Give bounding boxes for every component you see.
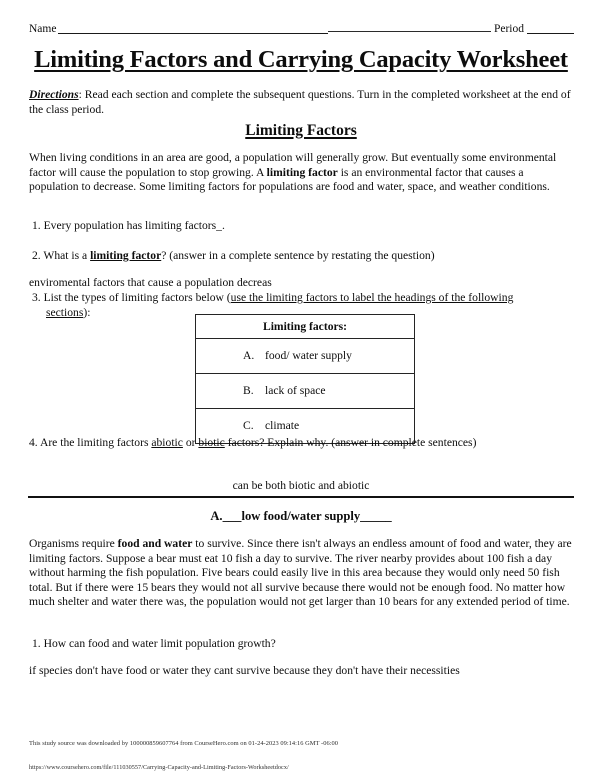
intro-paragraph <box>29 151 575 195</box>
directions-paragraph <box>29 88 575 117</box>
section-a-paragraph <box>29 537 577 610</box>
page-title: Limiting Factors and Carrying Capacity Worksheet <box>34 46 568 73</box>
question-2-bold-term: limiting factor <box>90 249 162 262</box>
question-3-prefix: 3. List the types of limiting factors below ( <box>32 291 231 304</box>
intro-text-part2: is an environmental factor that causes a population to decrease. Some limiting factors for populations are food and water, space, and weather conditions. <box>29 165 550 194</box>
table-row <box>196 339 415 374</box>
question-3-underlined: use the limiting factors to label the headings of the following sections <box>46 291 514 319</box>
name-label: Name <box>29 23 57 35</box>
download-attribution: This study source was downloaded by 100000859607764 from CourseHero.com on 01-24-2023 09:14:16 GMT -06:00 <box>29 740 339 747</box>
question-4-conjunction: or <box>182 436 199 449</box>
source-url[interactable]: https://www.coursehero.com/file/111030557/Carrying-Capacity-and-Limiting-Factors-Worksheetdocx/ <box>29 764 289 771</box>
intro-bold-term: limiting factor <box>266 165 338 179</box>
name-blank-line-extension[interactable] <box>328 31 491 32</box>
directions-text: : Read each section and complete the subsequent questions. Turn in the completed worksheet at the end of the class period. <box>29 88 571 116</box>
name-period-row <box>29 18 574 36</box>
question-4-suffix: factors? Explain why. (answer in complete sentences) <box>224 436 477 449</box>
question-4-prefix: 4. Are the limiting factors <box>29 436 152 449</box>
name-blank-line[interactable] <box>58 33 328 34</box>
table-row-value-b[interactable]: lack of space <box>265 384 326 397</box>
table-cell-b[interactable] <box>196 374 415 409</box>
table-row <box>196 374 415 409</box>
directions-label: Directions <box>29 88 79 101</box>
section-divider <box>28 496 574 498</box>
question-1: 1. Every population has limiting factors_. <box>32 219 225 232</box>
table-cell-a[interactable] <box>196 339 415 374</box>
question-3-suffix: ): <box>83 305 91 319</box>
section-heading-limiting-factors: Limiting Factors <box>245 122 357 139</box>
section-a-bold-term: food and water <box>117 537 193 550</box>
section-a-text-part1: Organisms require <box>29 537 118 550</box>
section-a-answer-1[interactable]: if species don't have food or water they cant survive because they don't have their necessities <box>29 664 460 677</box>
limiting-factors-table <box>195 314 415 444</box>
answer-question-4[interactable]: can be both biotic and abiotic <box>232 479 370 492</box>
question-2-suffix: ? (answer in a complete sentence by restating the question) <box>161 249 435 262</box>
question-2-prefix: 2. What is a <box>32 249 91 262</box>
question-4 <box>29 436 559 451</box>
table-row-value-c[interactable]: climate <box>265 419 300 432</box>
intro-text-part1: When living conditions in an area are good, a population will generally grow. But eventually some environmental factor will cause the population to stop growing. A <box>29 151 557 179</box>
question-4-term-biotic: biotic <box>198 436 225 449</box>
section-a-question-1: 1. How can food and water limit population growth? <box>32 637 276 650</box>
section-a-text-part2: to survive. Since there isn't always an endless amount of food and water, they are limiting factors. Suppose a bear must eat 10 fish a day to survive. The river nearby provides about 100 fish a day without harming the fish population. Five bears could easily live in this area because they would only need 50 fish total. But if there were 15 bears they would not all survive because there would not be enough food. No matter how much shelter and water there was, the population would not get larger than 10 bears for any extended period of time. <box>29 537 572 609</box>
period-label: Period <box>493 23 524 35</box>
table-row-value-a[interactable]: food/ water supply <box>265 349 352 362</box>
table-header-cell: Limiting factors: <box>196 315 415 339</box>
table-row-letter-a: A. <box>243 349 255 362</box>
table-header-row <box>196 315 415 339</box>
question-2 <box>32 249 552 264</box>
table-row-letter-b: B. <box>243 384 254 397</box>
answer-question-2[interactable]: enviromental factors that cause a population decreas <box>29 276 272 289</box>
period-blank-line[interactable] <box>527 33 574 34</box>
table-row-letter-c: C. <box>243 419 254 432</box>
question-4-term-abiotic: abiotic <box>151 436 183 449</box>
section-a-heading[interactable]: A.___low food/water supply_____ <box>210 509 392 523</box>
